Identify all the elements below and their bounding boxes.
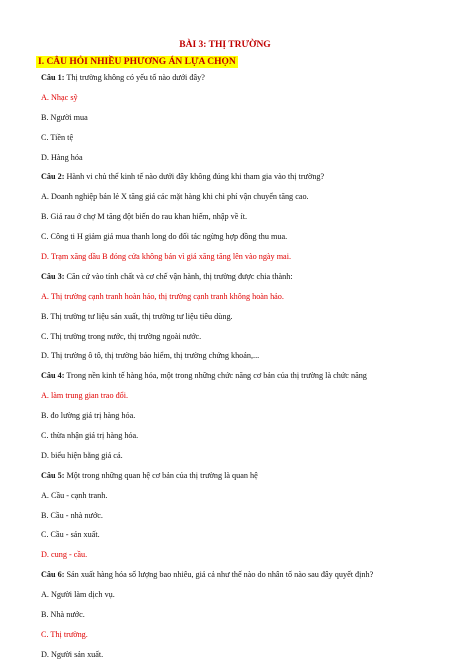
- question-text: Thị trường không có yếu tố nào dưới đây?: [64, 73, 205, 82]
- question-label: Câu 1:: [41, 73, 65, 82]
- question-1: [41, 72, 421, 83]
- question-2: [41, 171, 421, 182]
- question-label: Câu 5:: [41, 470, 65, 480]
- option-c: C. Công ti H giảm giá mua thanh long do đối tác ngừng hợp đồng thu mua.: [41, 232, 288, 242]
- option-a: A. làm trung gian trao đổi.: [41, 391, 129, 401]
- lesson-title: BÀI 3: THỊ TRƯỜNG: [179, 40, 271, 50]
- question-label: Câu 2:: [41, 172, 65, 182]
- option-b: B. Người mua: [41, 112, 88, 122]
- option-c: C. Thị trường.: [41, 629, 88, 639]
- option-d: D. Người sản xuất.: [41, 649, 104, 659]
- option-d: D. biểu hiện bằng giá cả.: [41, 450, 123, 460]
- option-d: D. Thị trường ô tô, thị trường bảo hiểm, thị trường chứng khoán,...: [41, 351, 260, 361]
- question-3: [41, 271, 421, 282]
- option-b: B. Cầu - nhà nước.: [41, 510, 103, 520]
- option-a: A. Doanh nghiệp bán lẻ X tăng giá các mặt hàng khi chi phí vận chuyển tăng cao.: [41, 192, 309, 202]
- question-text: Một trong những quan hệ cơ bản của thị trường là quan hệ: [64, 470, 258, 480]
- question-list: [41, 72, 421, 669]
- option-a: A. Thị trường cạnh tranh hoàn hảo, thị trường cạnh tranh không hoàn hảo.: [41, 291, 284, 301]
- question-text: Hành vi chủ thể kinh tế nào dưới đây không đúng khi tham gia vào thị trường?: [64, 172, 325, 182]
- option-a: A. Cầu - cạnh tranh.: [41, 490, 108, 500]
- option-a: A. Người làm dịch vụ.: [41, 590, 115, 600]
- option-d: D. Trạm xăng dầu B đóng cửa không bán vì giá xăng tăng lên vào ngày mai.: [41, 252, 292, 262]
- option-a: A. Nhạc sỹ: [41, 92, 78, 102]
- option-c: C. Tiền tệ: [41, 132, 74, 142]
- question-text: Căn cứ vào tính chất và cơ chế vận hành, thị trường được chia thành:: [64, 271, 293, 281]
- option-b: B. Thị trường tư liệu sản xuất, thị trường tư liệu tiêu dùng.: [41, 311, 233, 321]
- option-b: B. đo lường giá trị hàng hóa.: [41, 411, 136, 421]
- option-c: C. thừa nhận giá trị hàng hóa.: [41, 431, 139, 441]
- question-6: [41, 569, 421, 580]
- question-text: Sản xuất hàng hóa số lượng bao nhiêu, giá cả như thế nào do nhân tố nào sau đây quyết định?: [64, 570, 374, 580]
- question-label: Câu 4:: [41, 371, 65, 381]
- section-heading: I. CÂU HỎI NHIỀU PHƯƠNG ÁN LỰA CHỌN: [38, 57, 236, 67]
- question-5: [41, 470, 421, 481]
- option-d: D. cung - cầu.: [41, 550, 88, 560]
- option-d: D. Hàng hóa: [41, 152, 83, 162]
- question-label: Câu 3:: [41, 271, 65, 281]
- question-text: Trong nền kinh tế hàng hóa, một trong những chức năng cơ bản của thị trường là chức năng: [64, 371, 367, 381]
- option-c: C. Cầu - sản xuất.: [41, 530, 100, 540]
- question-label: Câu 6:: [41, 570, 65, 580]
- option-b: B. Giá rau ở chợ M tăng đột biến do rau khan hiếm, nhập về ít.: [41, 212, 248, 222]
- question-4: [41, 370, 421, 381]
- option-c: C. Thị trường trong nước, thị trường ngoài nước.: [41, 331, 202, 341]
- option-b: B. Nhà nước.: [41, 610, 85, 620]
